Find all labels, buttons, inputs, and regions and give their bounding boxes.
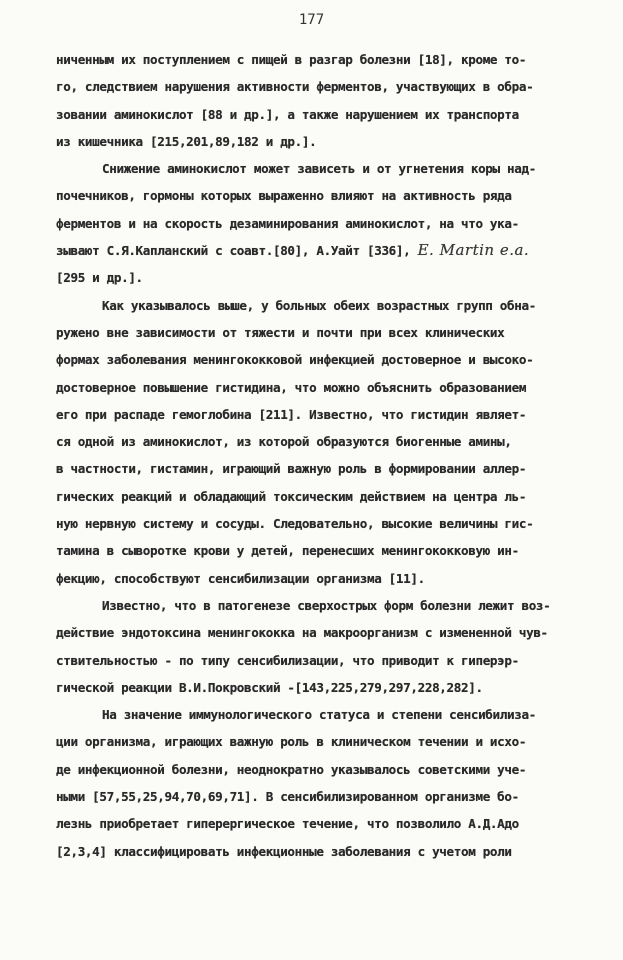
text-line	[56, 537, 596, 564]
line-text: зывают С.Я.Капланский с соавт.[80], А.Уайт [336],	[56, 243, 411, 259]
text-line	[56, 292, 596, 319]
line-text: Снижение аминокислот может зависеть и от угнетения коры над-	[102, 161, 536, 177]
text-line	[56, 619, 596, 646]
line-text: [2,3,4] классифицировать инфекционные заболевания с учетом роли	[56, 843, 512, 859]
line-text: гической реакции В.И.Покровский -[143,225,279,297,228,282].	[56, 679, 483, 695]
text-line	[56, 46, 596, 73]
line-text: в частности, гистамин, играющий важную роль в формировании аллер-	[56, 461, 527, 477]
text-line	[56, 128, 596, 155]
line-text: ся одной из аминокислот, из которой образуются биогенные амины,	[56, 434, 512, 450]
line-text: достоверное повышение гистидина, что можно объяснить образованием	[56, 379, 527, 395]
text-line	[56, 483, 596, 510]
text-line	[56, 728, 596, 755]
handwritten-insertion: E. Martin e.a.	[417, 241, 530, 260]
line-text: формах заболевания менингококковой инфекцией достоверное и высоко-	[56, 352, 534, 368]
line-text: ниченным их поступлением с пищей в разгар болезни [18], кроме то-	[56, 52, 527, 67]
line-text: фекцию, способствуют сенсибилизации организма [11].	[56, 570, 425, 586]
text-line	[56, 565, 596, 592]
text-line	[56, 155, 596, 182]
line-text: [295 и др.].	[56, 270, 143, 286]
line-text: почечников, гормоны которых выраженно влияют на активность ряда	[56, 188, 512, 204]
text-line	[56, 510, 596, 537]
text-line	[56, 182, 596, 209]
line-text: ными [57,55,25,94,70,69,71]. В сенсибилизированном организме бо-	[56, 789, 519, 805]
text-line	[56, 647, 596, 674]
text-line	[56, 783, 596, 810]
text-line	[56, 428, 596, 455]
text-line	[56, 210, 596, 237]
line-text: На значение иммунологического статуса и степени сенсибилиза-	[102, 707, 536, 723]
text-line	[56, 455, 596, 482]
line-text: тамина в сыворотке крови у детей, перенесших менингококковую ин-	[56, 543, 519, 559]
text-line	[56, 810, 596, 837]
text-line	[56, 346, 596, 373]
line-text: ствительностью - по типу сенсибилизации, что приводит к гиперэр-	[56, 652, 519, 668]
page-number: 177	[298, 12, 325, 28]
text-line	[56, 73, 596, 100]
line-text: го, следствием нарушения активности ферментов, участвующих в обра-	[56, 79, 534, 95]
line-text: гических реакций и обладающий токсическим действием на центра ль-	[56, 488, 527, 504]
line-text: де инфекционной болезни, неоднократно указывалось советскими уче-	[56, 761, 527, 777]
line-text: лезнь приобретает гиперергическое течение, что позволило А.Д.Адо	[56, 816, 519, 832]
text-line	[56, 319, 596, 346]
text-line	[56, 401, 596, 428]
line-text: ции организма, играющих важную роль в клиническом течении и исхо-	[56, 734, 527, 750]
line-text: Как указывалось выше, у больных обеих возрастных групп обна-	[102, 297, 536, 313]
line-text: Известно, что в патогенезе сверхострых форм болезни лежит воз-	[102, 597, 551, 613]
text-line	[56, 237, 596, 264]
line-text: из кишечника [215,201,89,182 и др.].	[56, 133, 317, 149]
text-line	[56, 101, 596, 128]
text-line	[56, 701, 596, 728]
line-text: зовании аминокислот [88 и др.], а также нарушением их транспорта	[56, 106, 519, 122]
text-line	[56, 838, 596, 865]
body-text	[56, 46, 596, 865]
text-line	[56, 374, 596, 401]
line-text: ферментов и на скорость дезаминирования аминокислот, на что ука-	[56, 215, 519, 231]
line-text: ружено вне зависимости от тяжести и почти при всех клинических	[56, 324, 505, 340]
text-line	[56, 756, 596, 783]
text-line	[56, 592, 596, 619]
line-text: действие эндотоксина менингококка на макроорганизм с измененной чув-	[56, 625, 548, 641]
text-line	[56, 674, 596, 701]
line-text: его при распаде гемоглобина [211]. Известно, что гистидин являет-	[56, 406, 527, 422]
line-text: ную нервную систему и сосуды. Следовательно, высокие величины гис-	[56, 516, 534, 532]
text-line	[56, 264, 596, 291]
